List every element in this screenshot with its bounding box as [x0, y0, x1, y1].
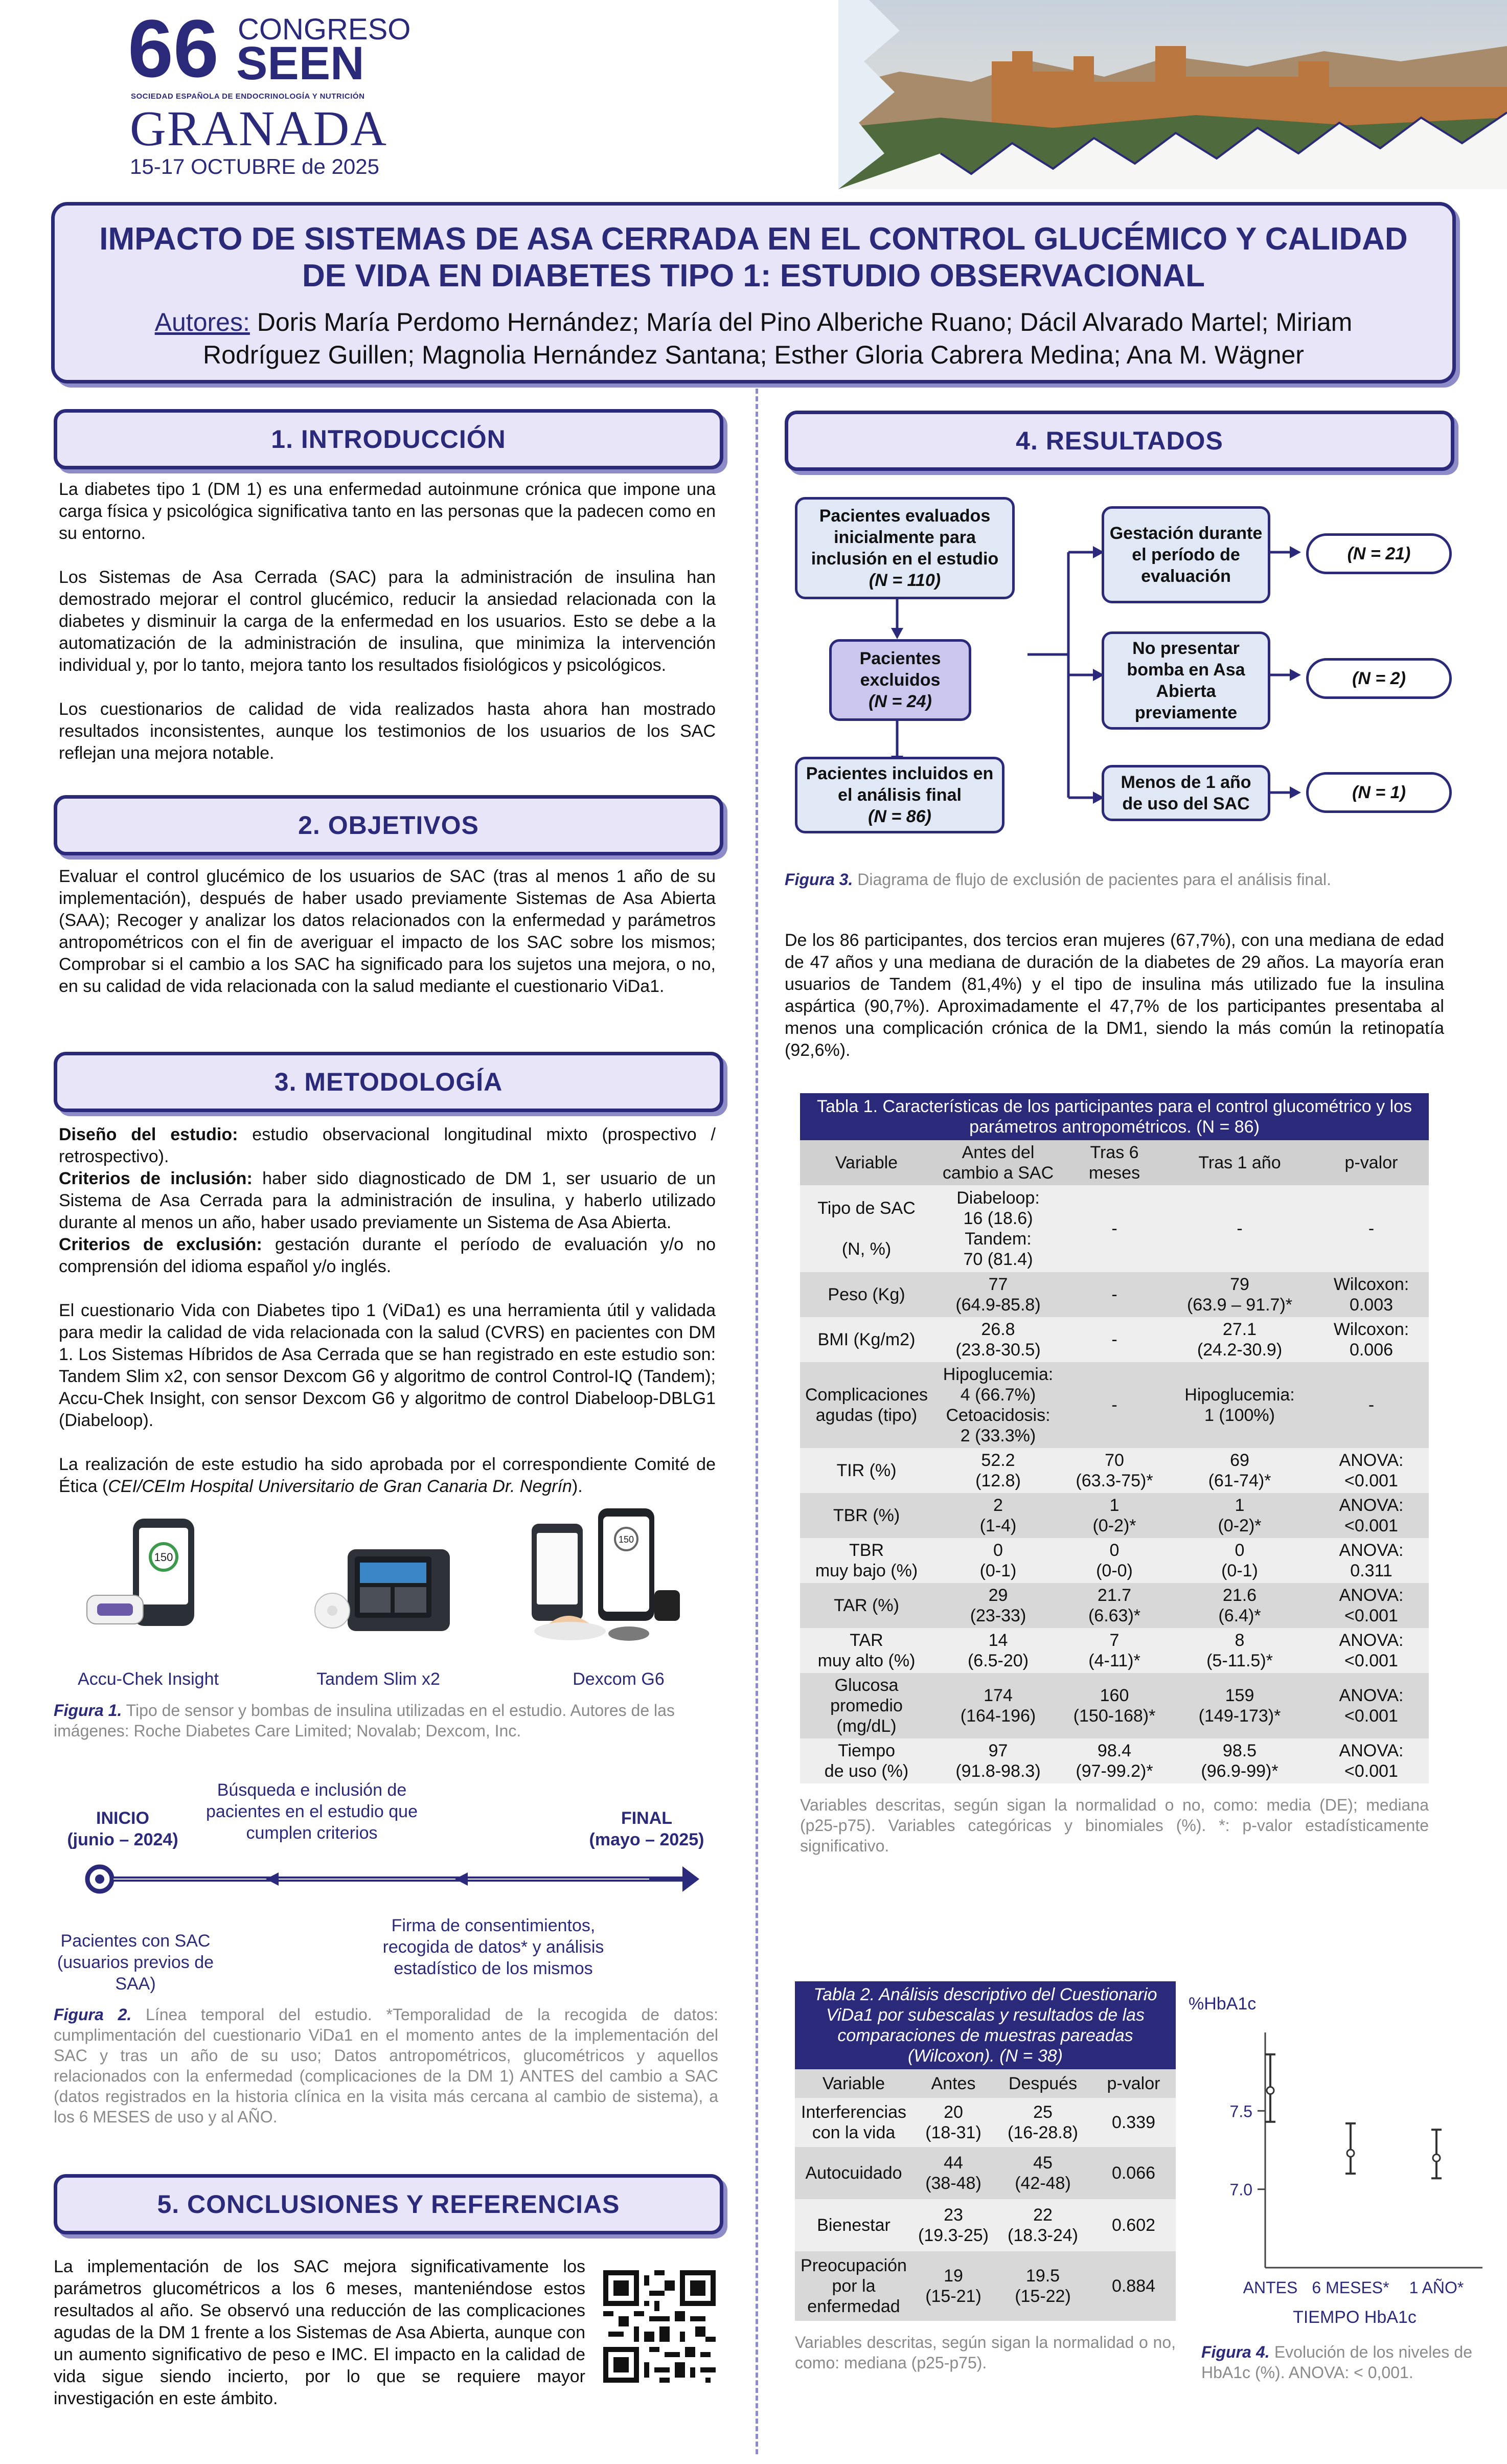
device-accu-chek-image	[77, 1513, 215, 1636]
timeline-pacientes: Pacientes con SAC (usuarios previos de SAA)	[57, 1931, 214, 1994]
logo-congreso: CONGRESO	[238, 13, 411, 46]
flow-excluidos	[829, 639, 971, 721]
table-2-cell: 0.339	[1091, 2098, 1176, 2147]
screen-value-1: 150	[154, 1551, 173, 1564]
table-1-row	[800, 1628, 1429, 1673]
table-1-cell: 7 (4-11)*	[1063, 1628, 1166, 1673]
inclusion-text: haber sido diagnosticado de DM 1, ser usuario de un Sistema de Asa Cerrada para la administración de insulina, y haberlo utilizado durante al menos un año, haber usado previamente un Sistema de Asa Abierta.	[59, 1169, 716, 1232]
table-2-cell: 22 (18.3-24)	[994, 2199, 1091, 2251]
table-1-cell: 0 (0-0)	[1063, 1538, 1166, 1583]
exclusion	[59, 1234, 716, 1278]
etica-b: CEI/CEIm Hospital Universitario de Gran Canaria Dr. Negrín	[108, 1477, 572, 1496]
logo-seen: SEEN	[236, 37, 364, 89]
flow-excluidos-text: Pacientes excluidos	[859, 649, 941, 690]
table-1-cell: 21.6 (6.4)*	[1166, 1583, 1314, 1628]
table-1-cell: 77 (64.9-85.8)	[933, 1272, 1063, 1317]
table-1-row	[800, 1448, 1429, 1493]
table-1-cell: 2 (1-4)	[933, 1493, 1063, 1538]
logo-city: GRANADA	[130, 101, 387, 156]
table-1-row	[800, 1673, 1429, 1738]
flow-incluidos-text: Pacientes incluidos en el análisis final	[806, 764, 994, 805]
table-1-cell: ANOVA: <0.001	[1314, 1493, 1429, 1538]
table-1-row	[800, 1583, 1429, 1628]
hba1c-chart	[1181, 1984, 1488, 2342]
poster-title-line2: DE VIDA EN DIABETES TIPO 1: ESTUDIO OBSERVACIONAL	[302, 258, 1205, 293]
screen-value-2: 150	[618, 1534, 634, 1545]
timeline-final-date: (mayo – 2025)	[589, 1830, 704, 1849]
table-1-cell: ANOVA: <0.001	[1314, 1628, 1429, 1673]
table-1-row	[800, 1538, 1429, 1583]
metodologia-heading: 3. METODOLOGÍA	[54, 1052, 723, 1112]
table-2-cell: Preocupación por la enfermedad	[795, 2251, 912, 2321]
table-2-cell: 44 (38-48)	[912, 2147, 994, 2199]
flow-incluidos	[795, 757, 1004, 833]
exclusion-text: gestación durante el período de evaluación y/o no comprensión del idioma español y/o inglés.	[59, 1235, 716, 1276]
figure-2-caption	[54, 2004, 718, 2127]
intro-paragraph-1: La diabetes tipo 1 (DM 1) es una enfermedad autoinmune crónica que impone una carga física y psicológica significativa tanto en las personas que la padecen como en su entorno.	[59, 480, 716, 543]
table-2-cell: 0.066	[1091, 2147, 1176, 2199]
table-2-cell: Bienestar	[795, 2199, 912, 2251]
table-1-cell: -	[1063, 1317, 1166, 1362]
table-2-cell: 19.5 (15-22)	[994, 2251, 1091, 2321]
figure-2-text: Línea temporal del estudio. *Temporalidad de la recogida de datos: cumplimentación del cuestionario ViDa1 en el momento antes de la implementación del SAC y tras un año de su uso; Datos antropométricos, glucométricos y aquellos relacionados con la enfermedad (complicaciones de la DM 1) ANTES del cambio a SAC (datos registrados en la historia clínica en la visita más cercana al cambio de sistema), a los 6 MESES de uso y al AÑO.	[54, 2005, 718, 2126]
chart-y-tick-label: 7.5	[1229, 2102, 1252, 2121]
table-1-grid	[800, 1140, 1429, 1783]
logo-number: 66	[128, 3, 219, 94]
table-1-header-cell: Antes del cambio a SAC	[933, 1140, 1063, 1185]
flow-n1: (N = 1)	[1306, 772, 1452, 813]
table-1-cell: -	[1063, 1362, 1166, 1448]
table-1-caption: Tabla 1. Características de los participantes para el control glucométrico y los parámetros antropométricos. (N = 86)	[800, 1093, 1429, 1140]
table-2-header-row	[795, 2069, 1176, 2098]
table-1-cell: Hipoglucemia: 4 (66.7%) Cetoacidosis: 2 (33.3%)	[933, 1362, 1063, 1448]
inclusion-label: Criterios de inclusión:	[59, 1169, 253, 1188]
figure-1-caption	[54, 1700, 718, 1741]
table-1-cell: 21.7 (6.63)*	[1063, 1583, 1166, 1628]
table-1-cell: -	[1063, 1185, 1166, 1272]
table-1-cell: Diabeloop: 16 (18.6) Tandem: 70 (81.4)	[933, 1185, 1063, 1272]
table-2-cell: 25 (16-28.8)	[994, 2098, 1091, 2147]
device-label-accu-chek: Accu-Chek Insight	[78, 1669, 219, 1689]
table-1-header-cell: Variable	[800, 1140, 933, 1185]
table-1-cell: Peso (Kg)	[800, 1272, 933, 1317]
timeline-busqueda: Búsqueda e inclusión de pacientes en el estudio que cumplen criterios	[206, 1780, 418, 1843]
table-1-cell: ANOVA: <0.001	[1314, 1738, 1429, 1783]
table-1-cell: ANOVA: 0.311	[1314, 1538, 1429, 1583]
inclusion	[59, 1168, 716, 1234]
table-1-row	[800, 1738, 1429, 1783]
table-1-cell: 97 (91.8-98.3)	[933, 1738, 1063, 1783]
table-1-cell: Tiempo de uso (%)	[800, 1738, 933, 1783]
table-1-cell: 98.5 (96.9-99)*	[1166, 1738, 1314, 1783]
table-1-note: Variables descritas, según sigan la normalidad o no, como: media (DE); mediana (p25-p75). Variables categóricas y binomiales (%). *: p-valor estadísticamente significativo.	[800, 1796, 1429, 1855]
figure-4-caption	[1201, 2342, 1472, 2383]
authors-line2: Rodríguez Guillen; Magnolia Hernández Santana; Esther Gloria Cabrera Medina; Ana M. Wägner	[203, 341, 1304, 369]
table-2-cell: Autocuidado	[795, 2147, 912, 2199]
table-1-cell: 70 (63.3-75)*	[1063, 1448, 1166, 1493]
chart-ylabel: %HbA1c	[1189, 1994, 1257, 2014]
table-1-row	[800, 1362, 1429, 1448]
table-1-cell: 29 (23-33)	[933, 1583, 1063, 1628]
objetivos-text: Evaluar el control glucémico de los usuarios de SAC (tras al menos 1 año de su implementación), después de haber usado previamente Sistemas de Asa Abierta (SAA); Recoger y analizar los datos relacionados con la enfermedad y parámetros antropométricos con el fin de averiguar el impacto de los SAC sobre los mismos; Comprobar si el cambio a los SAC ha significado para los sujetos una mejora, o no, en su calidad de vida relacionada con la salud mediante el cuestionario ViDa1.	[59, 867, 716, 996]
device-label-tandem: Tandem Slim x2	[316, 1669, 440, 1689]
figure-2-label: Figura 2.	[54, 2005, 132, 2024]
chart-y-tick-label: 7.0	[1229, 2180, 1252, 2199]
table-1-cell: 1 (0-2)*	[1166, 1493, 1314, 1538]
table-1	[800, 1093, 1429, 1856]
table-1-header-row	[800, 1140, 1429, 1185]
device-dexcom-image	[511, 1503, 685, 1652]
table-1-cell: 159 (149-173)*	[1166, 1673, 1314, 1738]
table-1-cell: 98.4 (97-99.2)*	[1063, 1738, 1166, 1783]
congress-logo	[128, 3, 411, 179]
chart-x-tick-label: 1 AÑO*	[1409, 2278, 1464, 2297]
chart-x-tick-label: ANTES	[1243, 2278, 1298, 2297]
figure-1-text: Tipo de sensor y bombas de insulina utilizadas en el estudio. Autores de las imágenes: Roche Diabetes Care Limited; Novalab; Dexcom, Inc.	[54, 1701, 675, 1740]
table-1-cell: -	[1314, 1362, 1429, 1448]
intro-heading: 1. INTRODUCCIÓN	[54, 409, 723, 469]
table-1-cell: TBR muy bajo (%)	[800, 1538, 933, 1583]
flow-evaluados-text: Pacientes evaluados inicialmente para inclusión en el estudio	[811, 506, 999, 569]
table-2-row	[795, 2199, 1176, 2251]
conclusiones-heading: 5. CONCLUSIONES Y REFERENCIAS	[54, 2174, 723, 2234]
table-2-cell: Interferencias con la vida	[795, 2098, 912, 2147]
table-1-cell: -	[1314, 1185, 1429, 1272]
figure-1-label: Figura 1.	[54, 1701, 122, 1720]
resultados-text: De los 86 participantes, dos tercios eran mujeres (67,7%), con una mediana de edad de 47 años y una mediana de duración de la diabetes de 29 años. La mayoría eran usuarios de Tandem (81,4%) y el tipo de insulina más utilizado fue la insulina aspártica (90,7%). Aproximadamente el 47,7% de los participantes presentaba al menos una complicación crónica de la DM1, siendo la más común la retinopatía (92,6%).	[785, 931, 1444, 1060]
timeline-inicio-date: (junio – 2024)	[67, 1830, 178, 1849]
table-2-header-cell: Después	[994, 2069, 1091, 2098]
table-1-cell: 1 (0-2)*	[1063, 1493, 1166, 1538]
flow-excluidos-n: (N = 24)	[869, 692, 932, 711]
etica-c: ).	[572, 1477, 583, 1496]
flow-menos: Menos de 1 año de uso del SAC	[1102, 765, 1270, 821]
timeline-final-title: FINAL	[621, 1809, 673, 1828]
timeline-firma: Firma de consentimientos, recogida de datos* y análisis estadístico de los mismos	[382, 1916, 604, 1978]
table-1-cell: 174 (164-196)	[933, 1673, 1063, 1738]
exclusion-label: Criterios de exclusión:	[59, 1235, 262, 1254]
table-1-header-cell: Tras 6 meses	[1063, 1140, 1166, 1185]
authors-text-1: Doris María Perdomo Hernández; María del Pino Alberiche Ruano; Dácil Alvarado Martel; Miriam	[249, 308, 1353, 336]
flow-incluidos-n: (N = 86)	[868, 807, 931, 826]
figure-3-text: Diagrama de flujo de exclusión de pacientes para el análisis final.	[853, 870, 1332, 889]
chart-point	[1347, 2150, 1354, 2157]
table-2-cell: 19 (15-21)	[912, 2251, 994, 2321]
objetivos-heading: 2. OBJETIVOS	[54, 795, 723, 855]
flow-evaluados-n: (N = 110)	[869, 571, 941, 590]
figure-4-label: Figura 4.	[1201, 2343, 1270, 2361]
diseno-text: estudio observacional longitudinal mixto (prospectivo / retrospectivo).	[59, 1125, 716, 1166]
timeline-inicio	[51, 1807, 194, 1850]
flow-n21: (N = 21)	[1306, 533, 1452, 574]
poster-title-line1: IMPACTO DE SISTEMAS DE ASA CERRADA EN EL CONTROL GLUCÉMICO Y CALIDAD	[99, 221, 1408, 257]
diseno	[59, 1124, 716, 1168]
logo-dates: 15-17 OCTUBRE de 2025	[130, 154, 379, 178]
table-1-cell: TAR (%)	[800, 1583, 933, 1628]
table-2-note: Variables descritas, según sigan la normalidad o no, como: mediana (p25-p75).	[795, 2333, 1176, 2372]
flow-nopresentar: No presentar bomba en Asa Abierta previamente	[1102, 631, 1270, 730]
table-1-cell: 14 (6.5-20)	[933, 1628, 1063, 1673]
authors-line1	[55, 307, 1452, 337]
table-1-cell: 0 (0-1)	[933, 1538, 1063, 1583]
table-2-header-cell: p-valor	[1091, 2069, 1176, 2098]
flow-n2: (N = 2)	[1306, 658, 1452, 699]
column-divider	[756, 389, 758, 2454]
table-1-row	[800, 1272, 1429, 1317]
table-1-cell: TAR muy alto (%)	[800, 1628, 933, 1673]
table-2-cell: 0.884	[1091, 2251, 1176, 2321]
header-illustration	[838, 0, 1507, 189]
metodologia-text	[59, 1124, 716, 1498]
title-box	[51, 202, 1456, 383]
chart-xlabel: TIEMPO HbA1c	[1293, 2308, 1417, 2327]
logo-society: SOCIEDAD ESPAÑOLA DE ENDOCRINOLOGÍA Y NUTRICIÓN	[131, 92, 365, 101]
table-1-row	[800, 1185, 1429, 1272]
table-2-cell: 20 (18-31)	[912, 2098, 994, 2147]
table-2-header-cell: Antes	[912, 2069, 994, 2098]
table-1-cell: Tipo de SAC (N, %)	[800, 1185, 933, 1272]
table-1-cell: TBR (%)	[800, 1493, 933, 1538]
chart-point	[1433, 2154, 1440, 2161]
table-2-grid	[795, 2069, 1176, 2321]
table-2-cell: 45 (42-48)	[994, 2147, 1091, 2199]
table-1-cell: 8 (5-11.5)*	[1166, 1628, 1314, 1673]
table-1-cell: 0 (0-1)	[1166, 1538, 1314, 1583]
table-2-row	[795, 2098, 1176, 2147]
diseno-label: Diseño del estudio:	[59, 1125, 238, 1144]
figure-4-text: Evolución de los niveles de HbA1c (%). ANOVA: < 0,001.	[1201, 2343, 1473, 2382]
table-1-cell: ANOVA: <0.001	[1314, 1673, 1429, 1738]
timeline-graphic	[77, 1861, 700, 1897]
figure-3-label: Figura 3.	[785, 870, 853, 889]
figure-3-caption	[785, 869, 1454, 890]
table-1-cell: -	[1063, 1272, 1166, 1317]
table-1-header-cell: Tras 1 año	[1166, 1140, 1314, 1185]
table-2-row	[795, 2251, 1176, 2321]
table-1-row	[800, 1317, 1429, 1362]
chart-point	[1267, 2087, 1274, 2094]
qr-code[interactable]	[603, 2270, 716, 2383]
flow-evaluados	[795, 497, 1015, 599]
intro-text	[59, 479, 716, 786]
table-2-caption: Tabla 2. Análisis descriptivo del Cuestionario ViDa1 por subescalas y resultados de las comparaciones de muestras pareadas (Wilcoxon). (N = 38)	[795, 1981, 1176, 2069]
table-2	[795, 1981, 1176, 2373]
table-2-cell: 23 (19.3-25)	[912, 2199, 994, 2251]
table-1-cell: Wilcoxon: 0.006	[1314, 1317, 1429, 1362]
table-2-header-cell: Variable	[795, 2069, 912, 2098]
flow-gestacion: Gestación durante el período de evaluación	[1102, 506, 1270, 603]
etica-a: La realización de este estudio ha sido aprobada por el correspondiente Comité de Ética (	[59, 1455, 716, 1496]
timeline-inicio-title: INICIO	[96, 1809, 149, 1828]
table-1-cell: -	[1166, 1185, 1314, 1272]
device-tandem-image	[307, 1544, 460, 1646]
intro-paragraph-2: Los Sistemas de Asa Cerrada (SAC) para la administración de insulina han demostrado mejorar el control glucémico, reducir la ansiedad relacionada con la diabetes y disminuir la carga de la enfermedad en los usuarios. Esto se debe a la automatización de la administración de insulina, que minimiza la intervención individual y, por lo tanto, mejora tanto los resultados fisiológicos y psicológicos.	[59, 568, 716, 675]
table-1-row	[800, 1493, 1429, 1538]
table-1-cell: Wilcoxon: 0.003	[1314, 1272, 1429, 1317]
table-1-cell: Glucosa promedio (mg/dL)	[800, 1673, 933, 1738]
table-2-row	[795, 2147, 1176, 2199]
timeline-final	[573, 1807, 721, 1850]
metodologia-paragraph-3	[59, 1454, 716, 1498]
table-1-cell: ANOVA: <0.001	[1314, 1448, 1429, 1493]
metodologia-paragraph-2: El cuestionario Vida con Diabetes tipo 1 (ViDa1) es una herramienta útil y validada para medir la calidad de vida relacionada con la salud (CVRS) en pacientes con DM 1. Los Sistemas Híbridos de Asa Cerrada que se han registrado en este estudio son: Tandem Slim x2, con sensor Dexcom G6 y algoritmo de control Control-IQ (Tandem); Accu-Chek Insight, con sensor Dexcom G6 y algoritmo de control Diabeloop-DBLG1 (Diabeloop).	[59, 1301, 716, 1430]
conclusiones-text: La implementación de los SAC mejora significativamente los parámetros glucométricos a los 6 meses, manteniéndose estos resultados al año. Se observó una reducción de las complicaciones agudas de la DM 1 frente a los Sistemas de Asa Abierta, aunque con un aumento significativo de peso e IMC. El impacto en la calidad de vida sigue siendo incierto, por lo que se requiere mayor investigación en este ámbito.	[54, 2257, 585, 2408]
chart-x-tick-label: 6 MESES*	[1312, 2278, 1389, 2297]
table-1-cell: 26.8 (23.8-30.5)	[933, 1317, 1063, 1362]
table-1-cell: 27.1 (24.2-30.9)	[1166, 1317, 1314, 1362]
table-1-cell: 160 (150-168)*	[1063, 1673, 1166, 1738]
table-1-cell: 52.2 (12.8)	[933, 1448, 1063, 1493]
table-1-cell: BMI (Kg/m2)	[800, 1317, 933, 1362]
table-1-cell: Hipoglucemia: 1 (100%)	[1166, 1362, 1314, 1448]
resultados-heading: 4. RESULTADOS	[785, 411, 1454, 471]
table-1-cell: TIR (%)	[800, 1448, 933, 1493]
table-1-cell: ANOVA: <0.001	[1314, 1583, 1429, 1628]
table-1-header-cell: p-valor	[1314, 1140, 1429, 1185]
device-label-dexcom: Dexcom G6	[573, 1669, 665, 1689]
table-2-cell: 0.602	[1091, 2199, 1176, 2251]
table-1-cell: 69 (61-74)*	[1166, 1448, 1314, 1493]
authors-label: Autores:	[154, 308, 250, 336]
intro-paragraph-3: Los cuestionarios de calidad de vida realizados hasta ahora han mostrado resultados inconsistentes, aunque los testimonios de los usuarios de los SAC reflejan una mejora notable.	[59, 699, 716, 763]
table-1-cell: 79 (63.9 – 91.7)*	[1166, 1272, 1314, 1317]
table-1-cell: Complicaciones agudas (tipo)	[800, 1362, 933, 1448]
